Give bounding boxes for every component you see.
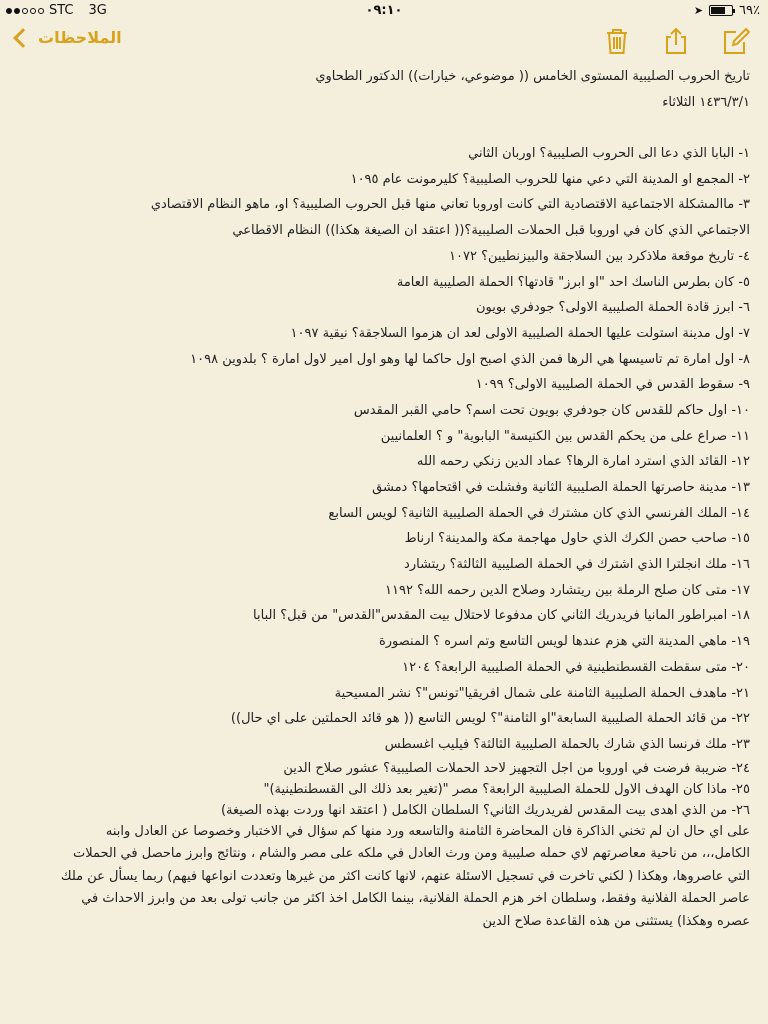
note-line: ١٥- صاحب حصن الكرك الذي حاول مهاجمة مكة والمدينة؟ ارناط bbox=[404, 531, 750, 547]
question-list-dense bbox=[60, 758, 750, 821]
note-date: ١٤٣٦/٣/١ الثلاثاء bbox=[662, 94, 750, 110]
back-button-label: الملاحظات bbox=[38, 28, 122, 47]
note-body[interactable] bbox=[60, 64, 750, 933]
note-line: ١٠- اول حاكم للقدس كان جودفري بويون تحت اسم؟ حامي القبر المقدس bbox=[353, 402, 750, 418]
status-right bbox=[694, 3, 760, 18]
blank-line bbox=[60, 115, 750, 141]
battery-fill bbox=[711, 7, 725, 14]
note-line: ٣- ماالمشكلة الاجتماعية الاقتصادية التي كانت اوروبا تعاني منها قبل الحروب الصليبية؟ او، ماهو النظام الاقتصادي bbox=[150, 197, 750, 213]
note-line: ٢٣- ملك فرنسا الذي شارك بالحملة الصليبية الثالثة؟ فيليب اغسطس bbox=[384, 736, 750, 752]
note-line: ٨- اول امارة تم تاسيسها هي الرها فمن الذي اصبح اول حاكما لها وهو اول امير لاول امارة ؟ بلدوين ١٠٩٨ bbox=[190, 351, 750, 367]
note-line: ٢٤- ضريبة فرضت في اوروبا من اجل التجهيز لاحد الحملات الصليبية؟ عشور صلاح الدين bbox=[283, 760, 750, 776]
location-arrow-icon: ➤ bbox=[693, 4, 704, 17]
note-line: ٤- تاريخ موقعة ملاذكرد بين السلاجقة والبيزنطيين؟ ١٠٧٢ bbox=[449, 248, 750, 264]
note-line: ١٨- امبراطور المانيا فريدريك الثاني كان مدفوعا لاحتلال بيت المقدس"القدس" من قبل؟ البابا bbox=[253, 608, 750, 624]
note-line: ٢٢- من قائد الحملة الصليبية السابعة"او الثامنة"؟ لويس التاسع (( هو قائد الحملتين على اي حال)) bbox=[230, 711, 750, 727]
note-line: ٢٥- ماذا كان الهدف الاول للحملة الصليبية الرابعة؟ مصر "(تغير بعد ذلك الى القسطنطينية)" bbox=[263, 781, 750, 797]
note-line: ١٦- ملك انجلترا الذي اشترك في الحملة الصليبية الثالثة؟ ريتشارد bbox=[404, 557, 750, 573]
question-list bbox=[60, 141, 750, 758]
note-line: ٢٠- متى سقطت القسطنطينية في الحملة الصليبية الرابعة؟ ١٢٠٤ bbox=[402, 659, 750, 675]
note-line: ١٢- القائد الذي استرد امارة الرها؟ عماد الدين زنكي رحمه الله bbox=[416, 454, 750, 470]
note-line: ٢- المجمع او المدينة التي دعي منها للحروب الصليبية؟ كليرمونت عام ١٠٩٥ bbox=[350, 171, 750, 187]
share-icon[interactable] bbox=[662, 27, 690, 55]
closing-paragraph: على اي حال ان لم تخني الذاكرة فان المحاضرة الثامنة والتاسعه ورد منها كم سؤال في الاختبار وخصوصا عن العادل وابنه الكامل،،، من ناحية معاصرتهم لاي حمله صليبية ومن ورث العادل في ملكه على مصر والشام ، ونتائج وابرز ماحصل في الحملات التي عاصروها، وهكذا ( لكني تاخرت في تسجيل الاسئلة عنهم، لانها كانت اكثر من غيرها وتعددت انواعها فيهم) ربما يسأل عن ملك عاصر الحملة الفلانية وفقط، وسلطان اخر هزم الحملة الفلانية، بينما الكامل اخذ اكثر من جانب تولى بعد من وابرز الاحداث في عصره وهكذا) يستثنى من هذه القاعدة صلاح الدين bbox=[60, 823, 750, 929]
note-line: ١٩- ماهي المدينة التي هزم عندها لويس التاسع وتم اسره ؟ المنصورة bbox=[378, 634, 750, 650]
note-line: ٧- اول مدينة استولت عليها الحملة الصليبية الاولى لعد ان هزموا السلاجقة؟ نيقية ١٠٩٧ bbox=[290, 325, 750, 341]
battery-percent: ٦٩٪ bbox=[739, 3, 760, 18]
status-bar bbox=[0, 0, 768, 22]
battery-icon bbox=[709, 5, 733, 16]
trash-icon[interactable] bbox=[603, 27, 631, 55]
note-line: ١٣- مدينة حاصرتها الحملة الصليبية الثانية وفشلت في اقتحامها؟ دمشق bbox=[372, 480, 750, 495]
back-to-notes-button[interactable] bbox=[12, 28, 122, 47]
note-line: ٦- ابرز قادة الحملة الصليبية الاولى؟ جودفري بويون bbox=[475, 300, 750, 316]
chevron-left-icon bbox=[13, 28, 33, 48]
network-type: 3G bbox=[88, 3, 107, 18]
note-line: ٢١- ماهدف الحملة الصليبية الثامنة على شمال افريقيا"تونس"؟ نشر المسيحية bbox=[334, 685, 750, 701]
note-line: ١٧- متى كان صلح الرملة بين ريتشارد وصلاح الدين رحمه الله؟ ١١٩٢ bbox=[385, 582, 750, 598]
note-title: تاريخ الحروب الصليبية المستوى الخامس (( موضوعي، خيارات)) الدكتور الطحاوي bbox=[315, 69, 750, 84]
compose-icon[interactable] bbox=[722, 27, 750, 55]
note-line: ١١- صراع على من يحكم القدس بين الكنيسة" البابوية" و ؟ العلمانيين bbox=[380, 428, 750, 444]
status-time: ٠٩:١٠ bbox=[365, 3, 403, 18]
note-line: ٥- كان بطرس الناسك احد "او ابرز" قادتها؟ الحملة الصليبية العامة bbox=[396, 274, 750, 290]
note-line: الاجتماعي الذي كان في اوروبا قبل الحملات الصليبية؟(( اعتقد ان الصيغة هكذا)) النظام الاقطاعي bbox=[232, 223, 750, 239]
note-line: ٩- سقوط القدس في الحملة الصليبية الاولى؟ ١٠٩٩ bbox=[475, 377, 750, 393]
notes-toolbar bbox=[0, 22, 768, 62]
note-line: ١- البابا الذي دعا الى الحروب الصليبية؟ اوربان الثاني bbox=[468, 146, 750, 162]
carrier-name: STC bbox=[49, 3, 74, 18]
note-line: ٢٦- من الذي اهدى بيت المقدس لفريدريك الثاني؟ السلطان الكامل ( اعتقد انها وردت بهذه الصيغة) bbox=[220, 802, 750, 818]
note-line: ١٤- الملك الفرنسي الذي كان مشترك في الحملة الصليبية الثانية؟ لويس السابع bbox=[328, 505, 750, 521]
